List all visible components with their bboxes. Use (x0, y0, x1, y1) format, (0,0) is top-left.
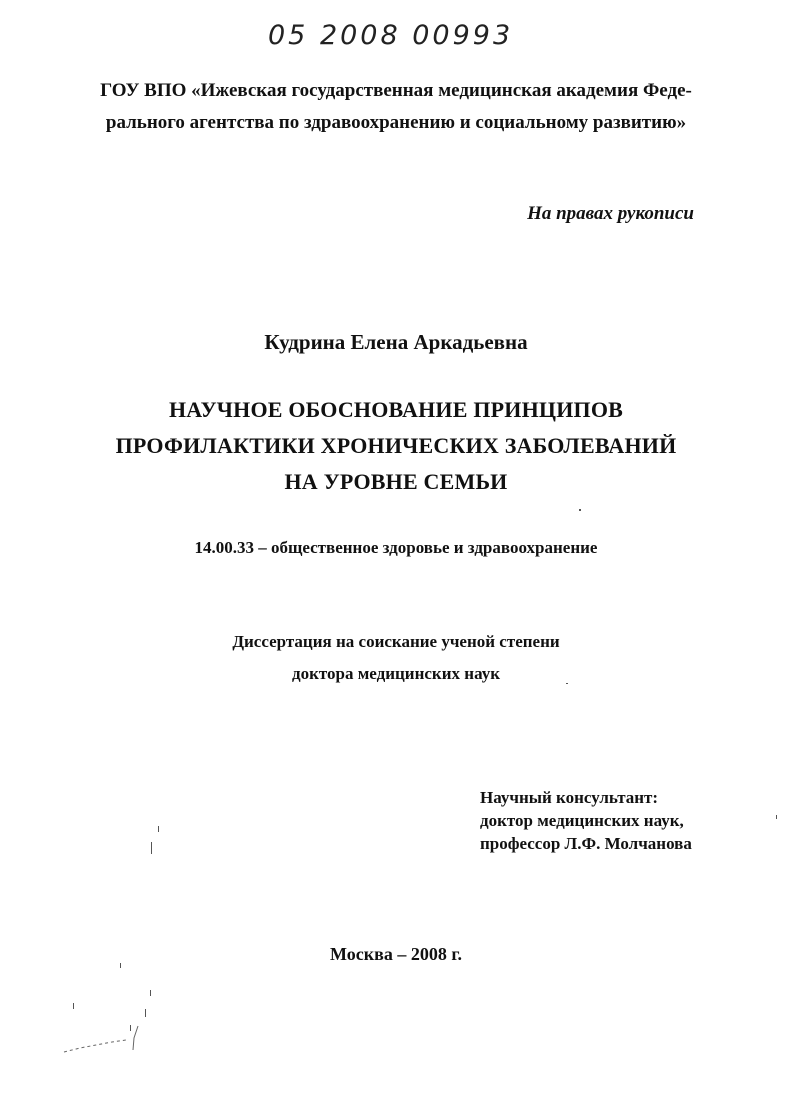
institution-line-1: ГОУ ВПО «Ижевская государственная медицинская академия Феде- (100, 80, 692, 101)
consultant-degree: доктор медицинских наук, (480, 811, 684, 830)
degree-line-2: доктора медицинских наук (291, 664, 501, 683)
scan-speck (579, 509, 581, 511)
author-name: Кудрина Елена Аркадьевна (264, 330, 528, 354)
handwritten-stamp-number: 05 2008 00993 (268, 20, 514, 51)
consultant-name: профессор Л.Ф. Молчанова (480, 834, 692, 853)
specialty-code: 14.00.33 – общественное здоровье и здравоохранение (194, 538, 598, 557)
dissertation-title-line-1: НАУЧНОЕ ОБОСНОВАНИЕ ПРИНЦИПОВ (168, 397, 624, 422)
scan-speck (73, 1003, 74, 1009)
scan-speck (776, 815, 777, 819)
scan-speck (158, 826, 159, 832)
scan-speck (145, 1009, 146, 1017)
degree-line-1: Диссертация на соискание ученой степени (232, 632, 560, 651)
institution-line-2: рального агентства по здравоохранению и социальному развитию» (105, 112, 687, 133)
scan-speck (150, 990, 151, 996)
place-and-year: Москва – 2008 г. (330, 944, 462, 964)
manuscript-rights-note: На правах рукописи (527, 203, 694, 224)
dissertation-title-line-2: ПРОФИЛАКТИКИ ХРОНИЧЕСКИХ ЗАБОЛЕВАНИЙ (115, 433, 677, 458)
scan-speck (151, 842, 152, 854)
scan-speck (120, 963, 121, 968)
scan-scribble (60, 1018, 150, 1058)
consultant-heading: Научный консультант: (480, 788, 659, 807)
scan-speck (566, 683, 568, 684)
dissertation-title-line-3: НА УРОВНЕ СЕМЬИ (284, 469, 508, 494)
